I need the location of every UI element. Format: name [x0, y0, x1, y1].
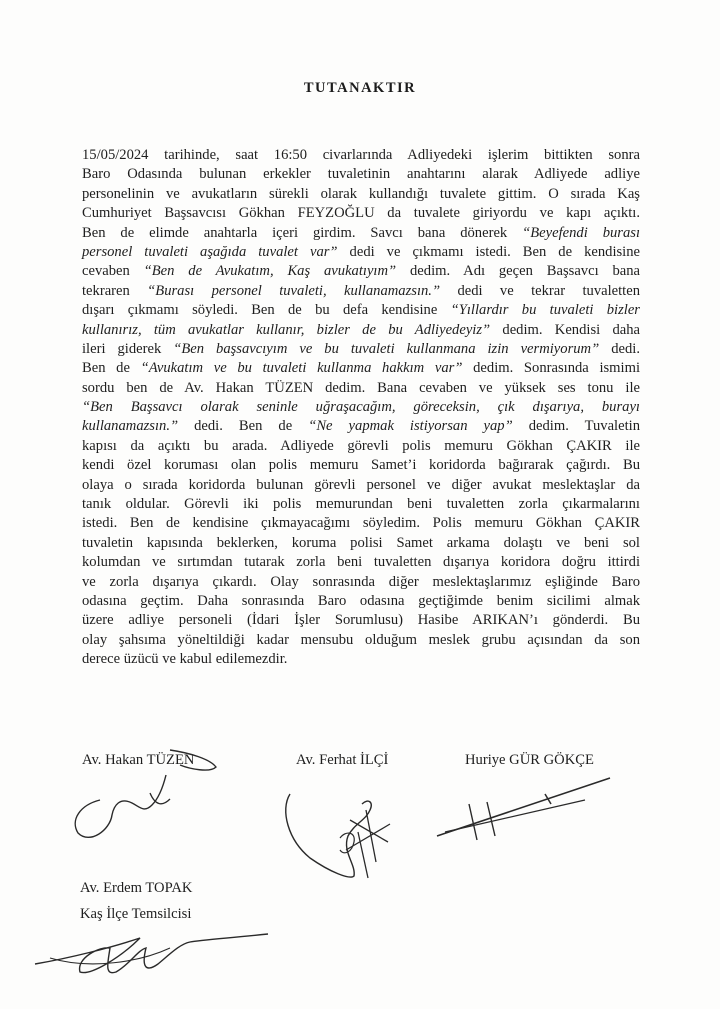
body-line	[82, 146, 640, 165]
body-line	[82, 495, 640, 514]
body-line	[82, 631, 640, 650]
signature-hakan-tuzen	[60, 745, 240, 855]
body-text-segment: tekraren	[82, 282, 148, 299]
body-text-segment: odasına geçtim. Daha sonrasında Baro odasına geçtiğimde benim sicilimi almak	[82, 592, 640, 609]
body-line	[82, 301, 640, 320]
body-line	[82, 476, 640, 495]
body-line	[82, 437, 640, 456]
signature-erdem-topak	[30, 918, 280, 988]
body-text-segment: derece üzücü ve kabul edilemezdir.	[82, 651, 288, 668]
quoted-speech: “Ben de Avukatım, Kaş avukatıyım”	[143, 263, 397, 280]
body-text-segment: tanık oldular. Görevli iki polis memurundan beni tuvaletten zorla çıkarmalarını	[82, 496, 640, 513]
quoted-speech: “Ben Başsavcı olarak seninle uğraşacağım, göreceksin, çık dışarıya, burayı	[82, 399, 640, 416]
body-text-segment: ve zorla dışarıya çıkardı. Olay sonrasında diğer meslektaşlarımız eşliğinde Baro	[82, 573, 640, 590]
report-body	[82, 146, 640, 670]
body-text-segment: ileri giderek	[82, 340, 174, 357]
body-text-segment: olay şahsıma yöneltildiği kadar mensubu olduğum meslek grubu açısından da son	[82, 631, 640, 648]
quoted-speech: “Ne yapmak istiyorsan yap”	[308, 418, 513, 435]
body-text-segment: üzere adliye personeli (İdari İşler Sorumlusu) Hasibe ARIKAN’ı gönderdi. Bu	[82, 612, 640, 629]
body-line	[82, 650, 640, 669]
body-line	[82, 282, 640, 301]
body-text-segment: dedim. Tuvaletin	[512, 418, 640, 435]
body-line	[82, 262, 640, 281]
body-line	[82, 417, 640, 436]
body-line	[82, 456, 640, 475]
body-text-segment: dışarı çıkmamı söyledi. Ben de bu defa kendisine	[82, 302, 451, 319]
body-text-segment: olaya o sırada koridorda bulunan görevli personel ve diğer avukat meslektaşlar da	[82, 476, 640, 493]
body-line	[82, 185, 640, 204]
body-line	[82, 165, 640, 184]
body-line	[82, 611, 640, 630]
body-text-segment: Ben de	[82, 360, 141, 377]
quoted-speech: “Yıllardır bu tuvaleti bizler	[450, 302, 640, 319]
body-line	[82, 321, 640, 340]
body-line	[82, 514, 640, 533]
signatory-title-ilce-temsilcisi: Kaş İlçe Temsilcisi	[80, 906, 192, 922]
document-title: TUTANAKTIR	[303, 80, 417, 96]
body-text-segment: dedi ve tekrar tuvaletten	[440, 282, 641, 299]
body-text-segment: kendi özel koruması olan polis memuru Samet’i koridorda bağırarak çağırdı. Bu	[82, 457, 640, 474]
body-text-segment: Baro Odasında bulunan erkekler tuvaletinin anahtarını alarak Adliyede adliye	[82, 166, 640, 183]
signatory-erdem-topak: Av. Erdem TOPAK	[80, 880, 193, 896]
body-text-segment: dedi.	[599, 340, 640, 357]
body-text-segment: istedi. Ben de kendisine çıkmayacağımı söyledim. Polis memuru Gökhan ÇAKIR	[82, 515, 640, 532]
body-line	[82, 224, 640, 243]
body-line	[82, 573, 640, 592]
body-text-segment: dedi. Ben de	[178, 418, 309, 435]
quoted-speech: “Beyefendi burası	[522, 224, 640, 241]
body-line	[82, 398, 640, 417]
body-line	[82, 243, 640, 262]
body-line	[82, 592, 640, 611]
body-text-segment: kolumdan ve sırtımdan tutarak zorla beni tuvaletten dışarıya koridora doğru ittirdi	[82, 554, 640, 571]
quoted-speech: “Avukatım ve bu tuvaleti kullanma hakkım var”	[140, 360, 463, 377]
quoted-speech: “Burası personel tuvaleti, kullanamazsın.”	[147, 282, 441, 299]
body-text-segment: dedi ve çıkmamı istedi. Ben de kendisine	[337, 243, 641, 260]
body-line	[82, 553, 640, 572]
body-text-segment: dedim. Adı geçen Başsavcı bana	[396, 263, 641, 280]
signatory-ferhat-ilci: Av. Ferhat İLÇİ	[296, 752, 389, 768]
body-text-segment: dedim. Sonrasında ismimi	[462, 360, 640, 377]
body-line	[82, 359, 640, 378]
body-text-segment: kapısı da açıktı bu arada. Adliyede görevli polis memuru Gökhan ÇAKIR ile	[82, 437, 640, 454]
quoted-speech: kullanırız, tüm avukatlar kullanır, bizler de bu Adliyedeyiz”	[82, 321, 491, 338]
body-text-segment: Cumhuriyet Başsavcısı Gökhan FEYZOĞLU da tuvalete giriyordu ve kapı açıktı.	[82, 205, 640, 222]
signature-ferhat-ilci	[270, 780, 420, 890]
signatory-huriye-gur-gokce: Huriye GÜR GÖKÇE	[465, 752, 594, 768]
body-line	[82, 534, 640, 553]
body-text-segment: cevaben	[82, 263, 144, 280]
body-line	[82, 379, 640, 398]
body-text-segment: Ben de elimde anahtarla içeri girdim. Savcı bana dönerek	[82, 224, 523, 241]
signature-huriye-gur-gokce	[425, 770, 615, 850]
signatory-hakan-tuzen: Av. Hakan TÜZEN	[82, 752, 195, 768]
quoted-speech: personel tuvaleti aşağıda tuvalet var”	[82, 243, 338, 260]
body-text-segment: tuvaletin kapısında beklerken, koruma polisi Samet arkama dolaştı ve beni sol	[82, 534, 640, 551]
quoted-speech: “Ben başsavcıyım ve bu tuvaleti kullanmana izin vermiyorum”	[173, 340, 600, 357]
body-line	[82, 204, 640, 223]
body-text-segment: personelinin ve avukatların sürekli olarak kullandığı tuvalete gittim. O sırada Kaş	[82, 185, 640, 202]
body-line	[82, 340, 640, 359]
quoted-speech: kullanamazsın.”	[82, 418, 179, 435]
body-text-segment: dedim. Kendisi daha	[490, 321, 640, 338]
body-text-segment: sordu ben de Av. Hakan TÜZEN dedim. Bana cevaben ve yüksek ses tonu ile	[82, 379, 640, 396]
body-text-segment: 15/05/2024 tarihinde, saat 16:50 civarlarında Adliyedeki işlerim bittikten sonra	[82, 147, 640, 163]
